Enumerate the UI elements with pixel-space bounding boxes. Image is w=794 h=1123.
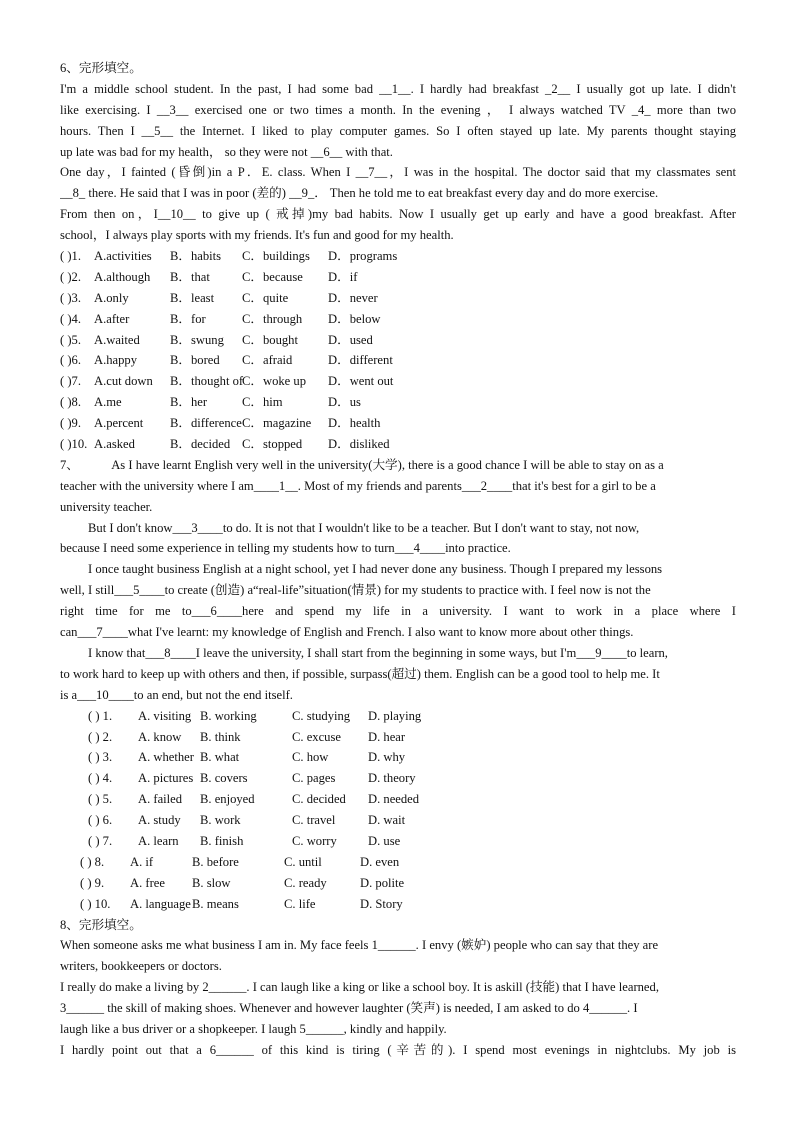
option-d: D. why bbox=[368, 750, 406, 765]
option-d: D．went out bbox=[328, 374, 394, 389]
question-number: ( ) 7. bbox=[88, 833, 113, 848]
question-row bbox=[60, 789, 736, 810]
section-8-heading: 8、完形填空。 bbox=[60, 917, 142, 932]
s6-question-list bbox=[60, 246, 736, 455]
option-c: C. worry bbox=[292, 833, 337, 848]
question-number: ( ) 9. bbox=[80, 875, 105, 890]
option-d: D. hear bbox=[368, 729, 406, 744]
option-a: A. visiting bbox=[138, 708, 192, 723]
question-number: ( ) 3. bbox=[88, 750, 113, 765]
option-d: D. playing bbox=[368, 708, 422, 723]
section-6-heading: 6、完形填空。 bbox=[60, 61, 142, 75]
s6-passage-line: One day，I fainted (昏倒)in a P．E. class. When I __7__，I was in the hospital. The doctor said that my classmates sent bbox=[60, 165, 736, 180]
s6-passage-line: school，I always play sports with my friends. It's fun and good for my health. bbox=[60, 228, 454, 243]
question-row bbox=[60, 330, 736, 351]
question-number: ( ) 6. bbox=[88, 813, 113, 828]
option-d: D．health bbox=[328, 416, 381, 431]
option-a: A. failed bbox=[138, 792, 183, 807]
s7-passage-line: teacher with the university where I am____1__. Most of my friends and parents___2____that it's best for a girl to be a bbox=[60, 478, 656, 493]
s7-passage-line: As I have learnt English very well in the university(大学), there is a good chance I will be able to stay on as a bbox=[111, 457, 664, 472]
option-b: B. covers bbox=[200, 771, 248, 786]
option-b: B．swung bbox=[170, 332, 224, 347]
s8-passage-line: I really do make a living by 2______. I can laugh like a king or like a school boy. It is askill (技能) that I have learned, bbox=[60, 980, 659, 995]
s7-passage-line: university teacher. bbox=[60, 499, 153, 514]
option-a: A.asked bbox=[94, 437, 135, 452]
s7-question-list bbox=[60, 706, 736, 915]
question-number: ( )6. bbox=[60, 353, 81, 368]
option-b: B. slow bbox=[192, 875, 231, 890]
s6-passage-line: From then on，I__10__ to give up ( 戒掉)my bad habits. Now I usually get up early and have a good breakfast. After bbox=[60, 207, 736, 222]
option-a: A. study bbox=[138, 813, 181, 828]
s6-passage-line: like exercising. I __3__ exercised one or two times a month. In the evening ， I always watched TV _4_ more than two bbox=[60, 102, 736, 117]
question-number: ( )2. bbox=[60, 269, 81, 284]
s6-passage-line: I'm a middle school student. In the past, I had some bad __1__. I hardly had breakfast _2__ I usually got up late. I didn't bbox=[60, 81, 736, 96]
question-row bbox=[60, 267, 736, 288]
s8-passage-line: writers, bookkeepers or doctors. bbox=[60, 959, 222, 974]
option-a: A.after bbox=[94, 311, 130, 326]
s7-passage-line: right time for me to___6____here and spend my life in a university. I want to work in a place where I bbox=[60, 604, 736, 619]
section-7-first-line bbox=[60, 455, 736, 476]
option-d: D. even bbox=[360, 854, 400, 869]
option-b: B．habits bbox=[170, 249, 222, 264]
question-number: ( ) 2. bbox=[88, 729, 113, 744]
option-a: A.activities bbox=[94, 249, 152, 264]
option-d: D．different bbox=[328, 353, 393, 368]
option-c: C．bought bbox=[242, 332, 298, 347]
s7-passage-line: I know that___8____I leave the university, I shall start from the beginning in some ways, but I'm___9____to learn, bbox=[88, 645, 668, 660]
question-number: ( )8. bbox=[60, 395, 81, 410]
s7-passage-line: I once taught business English at a night school, yet I had never done any business. Though I prepared my lessons bbox=[88, 562, 663, 577]
option-a: A. learn bbox=[138, 833, 179, 848]
s6-passage-line: hours. Then I __5__ the Internet. I liked to play computer games. So I often stayed up late. My parents thought staying bbox=[60, 123, 736, 138]
question-row bbox=[60, 246, 736, 267]
question-row bbox=[60, 727, 736, 748]
question-row bbox=[60, 288, 736, 309]
question-row bbox=[60, 852, 736, 873]
option-c: C. how bbox=[292, 750, 329, 765]
s7-passage-line: because I need some experience in telling my students how to turn___4____into practice. bbox=[60, 541, 511, 556]
question-row bbox=[60, 392, 736, 413]
s7-passage-line: can___7____what I've learnt: my knowledge of English and French. I also want to know more about other things. bbox=[60, 625, 634, 640]
s6-passage-line: __8_ there. He said that I was in poor (差的) __9_． Then he told me to eat breakfast every day and do more exercise. bbox=[60, 186, 659, 201]
option-a: A.although bbox=[94, 269, 151, 284]
option-b: B．that bbox=[170, 269, 210, 284]
question-number: ( )3. bbox=[60, 290, 81, 305]
question-row bbox=[60, 831, 736, 852]
s8-passage-line: laugh like a bus driver or a shopkeeper. I laugh 5______, kindly and happily. bbox=[60, 1021, 447, 1036]
option-c: C．him bbox=[242, 395, 283, 410]
option-a: A. free bbox=[130, 875, 165, 890]
option-a: A. language bbox=[130, 896, 191, 911]
option-c: C. pages bbox=[292, 771, 336, 786]
option-a: A.me bbox=[94, 395, 122, 410]
option-d: D．disliked bbox=[328, 437, 390, 452]
question-row bbox=[60, 810, 736, 831]
question-number: ( )7. bbox=[60, 374, 81, 389]
question-row bbox=[60, 309, 736, 330]
option-c: C．stopped bbox=[242, 437, 303, 452]
question-number: ( ) 1. bbox=[88, 708, 113, 723]
s8-passage-line: I hardly point out that a 6______ of this kind is tiring (辛苦的). I spend most evenings in nightclubs. My job is bbox=[60, 1042, 736, 1057]
question-row bbox=[60, 350, 736, 371]
option-d: D. use bbox=[368, 833, 401, 848]
option-b: B. what bbox=[200, 750, 240, 765]
option-a: A. know bbox=[138, 729, 182, 744]
option-c: C．buildings bbox=[242, 249, 310, 264]
option-a: A. whether bbox=[138, 750, 194, 765]
option-c: C. until bbox=[284, 854, 322, 869]
option-b: B．difference bbox=[170, 416, 242, 431]
option-c: C. travel bbox=[292, 813, 336, 828]
option-d: D．never bbox=[328, 290, 378, 305]
option-c: C. studying bbox=[292, 708, 351, 723]
s6-passage-line: up late was bad for my health， so they were not __6__ with that. bbox=[60, 144, 393, 159]
s7-passage-line: But I don't know___3____to do. It is not that I wouldn't like to be a teacher. But I don't want to stay, not now, bbox=[88, 520, 640, 535]
question-number: ( )4. bbox=[60, 311, 81, 326]
question-row bbox=[60, 434, 736, 455]
option-a: A.only bbox=[94, 290, 129, 305]
option-a: A. pictures bbox=[138, 771, 194, 786]
section-7-heading: 7、 bbox=[60, 457, 79, 472]
question-number: ( ) 4. bbox=[88, 771, 113, 786]
option-c: C．quite bbox=[242, 290, 289, 305]
question-number: ( ) 5. bbox=[88, 792, 113, 807]
worksheet-page bbox=[60, 58, 736, 1061]
question-number: ( )1. bbox=[60, 249, 81, 264]
option-b: B. think bbox=[200, 729, 241, 744]
option-c: C. decided bbox=[292, 792, 346, 807]
option-b: B．for bbox=[170, 311, 206, 326]
option-d: D. polite bbox=[360, 875, 405, 890]
question-number: ( ) 8. bbox=[80, 854, 105, 869]
option-d: D. needed bbox=[368, 792, 420, 807]
option-c: C. life bbox=[284, 896, 316, 911]
question-number: ( )9. bbox=[60, 416, 81, 431]
s8-passage-line: When someone asks me what business I am in. My face feels 1______. I envy (嫉妒) people who can say that they are bbox=[60, 938, 659, 953]
question-number: ( )10. bbox=[60, 437, 88, 452]
option-b: B．thought of bbox=[170, 374, 244, 389]
option-c: C．through bbox=[242, 311, 303, 326]
option-b: B．least bbox=[170, 290, 215, 305]
option-d: D. theory bbox=[368, 771, 416, 786]
option-c: C．afraid bbox=[242, 353, 293, 368]
option-c: C．magazine bbox=[242, 416, 312, 431]
option-b: B．her bbox=[170, 395, 208, 410]
s8-passage-line: 3______ the skill of making shoes. Whenever and however laughter (笑声) is needed, I am asked to do 4______. I bbox=[60, 1001, 638, 1016]
option-b: B. working bbox=[200, 708, 257, 723]
option-c: C．because bbox=[242, 269, 303, 284]
option-a: A. if bbox=[130, 854, 154, 869]
option-b: B. finish bbox=[200, 833, 244, 848]
option-c: C. excuse bbox=[292, 729, 341, 744]
option-b: B. means bbox=[192, 896, 239, 911]
question-row bbox=[60, 873, 736, 894]
option-c: C. ready bbox=[284, 875, 327, 890]
option-a: A.percent bbox=[94, 416, 144, 431]
question-row bbox=[60, 747, 736, 768]
option-d: D. wait bbox=[368, 813, 406, 828]
question-row bbox=[60, 768, 736, 789]
s7-passage-line: to work hard to keep up with others and then, if possible, surpass(超过) them. English can be a good tool to help me. It bbox=[60, 666, 660, 681]
question-row bbox=[60, 894, 736, 915]
question-row bbox=[60, 371, 736, 392]
s7-passage-line: well, I still___5____to create (创造) a“real-life”situation(情景) for my students to practice with. I feel now is not the bbox=[60, 583, 651, 598]
option-d: D．programs bbox=[328, 249, 398, 264]
option-d: D．below bbox=[328, 311, 381, 326]
option-d: D．used bbox=[328, 332, 373, 347]
question-row bbox=[60, 706, 736, 727]
question-number: ( ) 10. bbox=[80, 896, 111, 911]
option-b: B．bored bbox=[170, 353, 220, 368]
option-b: B. work bbox=[200, 813, 241, 828]
option-a: A.waited bbox=[94, 332, 140, 347]
option-d: D. Story bbox=[360, 896, 403, 911]
s7-passage-line: is a___10____to an end, but not the end itself. bbox=[60, 687, 293, 702]
question-row bbox=[60, 413, 736, 434]
option-a: A.happy bbox=[94, 353, 138, 368]
option-c: C．woke up bbox=[242, 374, 307, 389]
option-d: D．if bbox=[328, 269, 358, 284]
question-number: ( )5. bbox=[60, 332, 81, 347]
option-d: D．us bbox=[328, 395, 361, 410]
option-b: B. before bbox=[192, 854, 239, 869]
option-b: B. enjoyed bbox=[200, 792, 255, 807]
option-a: A.cut down bbox=[94, 374, 153, 389]
option-b: B．decided bbox=[170, 437, 231, 452]
